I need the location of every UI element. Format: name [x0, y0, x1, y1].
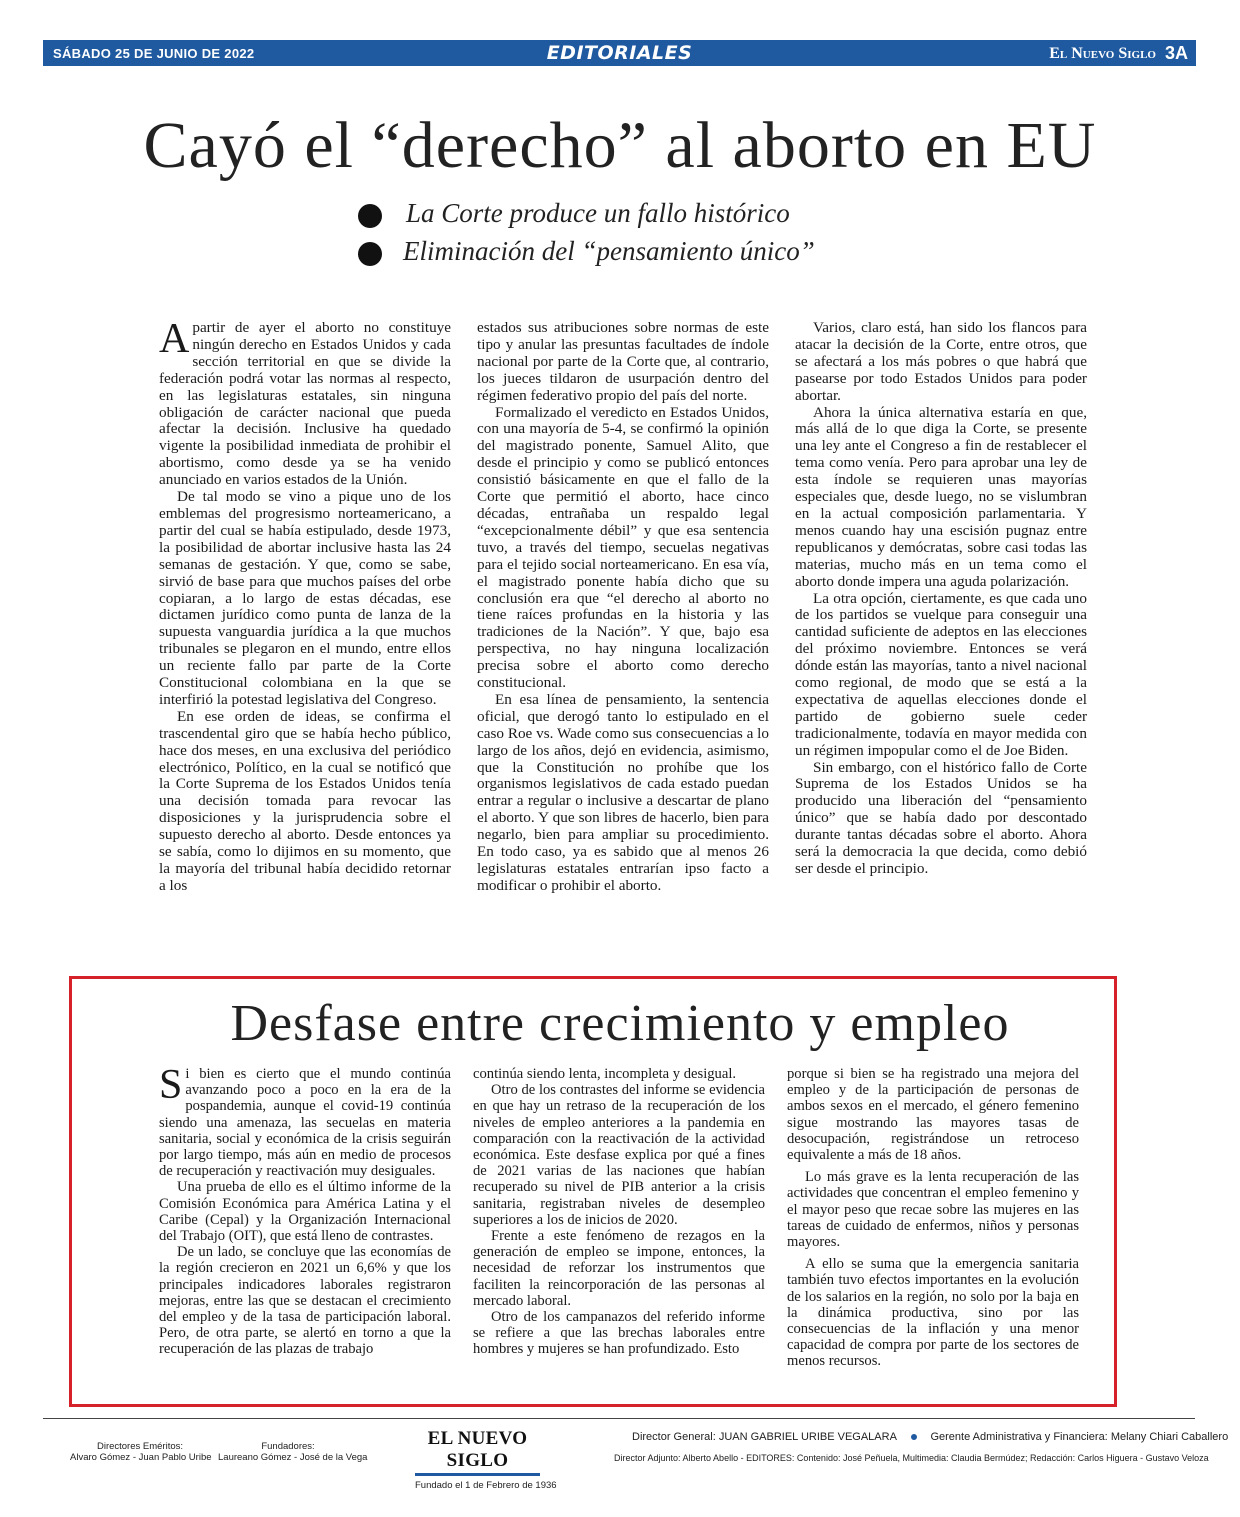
separator-dot-icon [911, 1434, 917, 1440]
article2-column-3 [787, 1066, 1079, 1381]
emeritos-names: Alvaro Gómez - Juan Pablo Uribe [70, 1452, 212, 1463]
section-title: EDITORIALES [546, 42, 693, 64]
header-brand: El Nuevo Siglo [1049, 45, 1156, 62]
paragraph: A ello se suma que la emergencia sanitaria también tuvo efectos importantes en la evolución de los salarios en la región, no solo por la baja en la dinámica productiva, sino por las consecuencias de la inflación y una menor capacidad de compra por parte de los sectores de menos recursos. [787, 1256, 1079, 1370]
footer-emeritos [70, 1441, 210, 1463]
paragraph: porque si bien se ha registrado una mejora del empleo y de la participación de personas de ambos sexos en el mercado, el género femenino sigue mostrando las mayores tasas de desocupación, registrándose un retroceso equivalente a más de 18 años. [787, 1066, 1079, 1164]
gerente-label: Gerente Administrativa y Financiera: [930, 1431, 1108, 1443]
paragraph: Varios, claro está, han sido los flancos para atacar la decisión de la Corte, entre otros, que se afectará a los más pobres o que habrá que pasearse por todo Estados Unidos para poder abortar. [795, 320, 1087, 404]
paragraph: En ese orden de ideas, se confirma el trascendental giro que se había hecho público, hace dos meses, en una exclusiva del periódico electrónico, Político, en la cual se notificó que la Corte Suprema de los Estados Unidos tenía una decisión tomada para revocar las disposiciones y la jurisprudencia sobre el supuesto derecho al aborto. Desde entonces ya se sabía, como lo dijimos en su momento, que la mayoría del tribunal había decidido retornar a los [159, 707, 451, 894]
article2-headline: Desfase entre crecimiento y empleo [230, 995, 1010, 1052]
footer-founded: Fundado el 1 de Febrero de 1936 [415, 1480, 557, 1491]
paragraph: continúa siendo lenta, incompleta y desigual. [473, 1066, 737, 1082]
paragraph: Sin embargo, con el histórico fallo de Corte Suprema de los Estados Unidos se ha producido una liberación del “pensamiento único” que se había dado por descontado durante tantas décadas sobre el aborto. Ahora será la democracia la que decida, como debió ser desde el principio. [795, 758, 1087, 877]
page-header-bar [43, 40, 1196, 66]
page-number: 3A [1164, 43, 1188, 63]
footer-brand-name: EL NUEVO SIGLO [415, 1428, 540, 1476]
footer-fundadores [218, 1441, 368, 1463]
footer-logo [415, 1428, 557, 1491]
paragraph: Lo más grave es la lenta recuperación de las actividades que concentran el empleo femenino y el mayor peso que recae sobre las mujeres en las tareas de cuidado de enfermos, niños y personas mayores. [787, 1169, 1079, 1251]
article1-column-1 [159, 320, 451, 970]
paragraph: Apartir de ayer el aborto no constituye ningún derecho en Estados Unidos y cada sección territorial en que se divide la federación podrá votar las normas al respecto, en las legislaturas estatales, sin ninguna obligación de carácter nacional que pueda afectar la decisión. Inclusive ha quedado vigente la posibilidad inmediata de prohibir el abortismo, como desde ya se ha venido anunciado en varios estados de la Unión. [159, 320, 451, 489]
paragraph: Una prueba de ello es el último informe de la Comisión Económica para América Latina y el Caribe (Cepal) y la Organización Internacional del Trabajo (OIT), que está lleno de contrastes. [159, 1179, 451, 1245]
article1-column-3 [795, 320, 1087, 970]
article2-column-2 [473, 1066, 765, 1381]
director-name: JUAN GABRIEL URIBE VEGALARA [718, 1431, 897, 1443]
paragraph: De un lado, se concluye que las economías de la región crecieron en 2021 un 6,6% y que los principales indicadores laborales registraron mejoras, entre las que se destacan el crecimiento del empleo y de la tasa de participación laboral. Pero, de otra parte, se alertó en torno a que la recuperación de las plazas de trabajo [159, 1244, 451, 1358]
footer-divider [43, 1418, 1195, 1419]
subhead-text: La Corte produce un fallo histórico [406, 198, 790, 228]
article1-column-2 [477, 320, 769, 970]
subhead-text: Eliminación del “pensamiento único” [403, 236, 815, 266]
paragraph: Ahora la única alternativa estaría en que, más allá de lo que diga la Corte, se presente una ley ante el Congreso a fin de restablecer el tema como venía. Pero para aprobar una ley de esta índole se requieren unas mayorías especiales que, desde luego, no se vislumbran en la actual composición parlamentaria. Y menos cuando hay una escisión pugnaz entre republicanos y demócratas, sobre casi todas las materias, mucho más en un tema como el aborto donde impera una aguda polarización. [795, 403, 1087, 590]
paragraph: Frente a este fenómeno de rezagos en la generación de empleo se impone, entonces, la necesidad de reforzar los instrumentos que faciliten la reincorporación de las personas al mercado laboral. [473, 1228, 765, 1309]
paragraph: La otra opción, ciertamente, es que cada uno de los partidos se vuelque para conseguir una cantidad suficiente de adeptos en las elecciones del próximo noviembre. Entonces se verá dónde están las mayorías, tanto a nivel nacional como regional, de modo que se está a la expectativa de aquellas elecciones donde el partido de gobierno suele ceder tradicionalmente, todavía en mayor medida con un régimen impopular como el de Joe Biden. [795, 589, 1087, 759]
footer-editors: Director Adjunto: Alberto Abello - EDITORES: Contenido: José Peñuela, Multimedia: Claudia Bermúdez; Redacción: Carlos Higuera - Gustavo Veloza [614, 1453, 1209, 1463]
header-date: SÁBADO 25 DE JUNIO DE 2022 [53, 46, 255, 61]
paragraph: estados sus atribuciones sobre normas de este tipo y anular las presuntas facultades de índole nacional por parte de la Corte que, al contrario, los jueces tildaron de usurpación dentro del régimen federativo propio del país del norte. [477, 320, 769, 404]
article2-body [159, 1066, 1079, 1381]
paragraph: Si bien es cierto que el mundo continúa avanzando poco a poco en la era de la pospandemia, aunque el covid-19 continúa siendo una amenaza, las secuelas en materia sanitaria, social y económica de la crisis seguirán por largo tiempo, más aún en medio de procesos de recuperación y reactivación muy desiguales. [159, 1066, 451, 1180]
gerente-name: Melany Chiari Caballero [1110, 1431, 1229, 1443]
paragraph: Formalizado el veredicto en Estados Unidos, con una mayoría de 5-4, se confirmó la opinión del magistrado ponente, Samuel Alito, que desde el principio y como se publicó entonces consistió básicamente en que el fallo de la Corte que permitió el aborto, hace cinco décadas, entrañaba un respaldo legal “excepcionalmente débil” y que esa sentencia tuvo, a través del tiempo, secuelas negativas para el tejido social norteamericano. En esa vía, el magistrado ponente había dicho que su conclusión era que “el derecho al aborto no tiene raíces profundas en la historia y las tradiciones de la Nación”. Y que, bajo esa perspectiva, no hay ninguna localización precisa sobre el aborto como derecho constitucional. [477, 403, 769, 692]
bullet-dot-icon [358, 204, 382, 228]
paragraph: Otro de los campanazos del referido informe se refiere a que las brechas laborales entre hombres y mujeres se han profundizado. Esto [473, 1309, 765, 1358]
drop-cap: A [159, 320, 190, 362]
article2-column-1 [159, 1066, 451, 1381]
article1-headline: Cayó el “derecho” al aborto en EU [143, 109, 1097, 182]
fundadores-label: Fundadores: [261, 1441, 315, 1452]
footer-directors [632, 1431, 1228, 1443]
director-label: Director General: [632, 1431, 716, 1443]
drop-cap: S [159, 1066, 183, 1108]
bullet-dot-icon [358, 242, 382, 266]
emeritos-label: Directores Eméritos: [96, 1441, 184, 1452]
paragraph: En esa línea de pensamiento, la sentencia oficial, que derogó tanto lo estipulado en el caso Roe vs. Wade como sus consecuencias a lo largo de los años, dejó en evidencia, asimismo, que la Constitución no prohíbe que los organismos legislativos de cada estado puedan entrar a regular o inclusive a descartar de plano el aborto. Y que son libres de hacerlo, bien para negarlo, bien para ampliar su procedimiento. En todo caso, ya es sabido que al menos 26 legislaturas estatales entrarían ipso facto a modificar o prohibir el aborto. [477, 690, 769, 894]
paragraph: De tal modo se vino a pique uno de los emblemas del progresismo norteamericano, a partir del cual se había estipulado, desde 1973, la posibilidad de abortar inclusive hasta las 24 semanas de gestación. Y que, como se sabe, sirvió de base para que muchos países del orbe copiaran, a lo largo de estas décadas, ese dictamen jurídico como punta de lanza de la supuesta vanguardia jurídica a la que muchos tribunales se plegaron en el mundo, entre ellos un reciente fallo par parte de la Corte Constitucional colombiana en la que se interfirió la potestad legislativa del Congreso. [159, 488, 451, 708]
paragraph: Otro de los contrastes del informe se evidencia en que hay un retraso de la recuperación de los niveles de empleo anteriores a la pandemia en comparación con la reactivación de la actividad económica. Este desfase explica por qué a fines de 2021 varias de las naciones que habían recuperado su nivel de PIB anterior a la crisis sanitaria, registraban niveles de desempleo superiores a los de inicios de 2020. [473, 1082, 765, 1228]
fundadores-names: Laureano Gómez - José de la Vega [218, 1452, 368, 1463]
article1-body [159, 320, 1087, 970]
